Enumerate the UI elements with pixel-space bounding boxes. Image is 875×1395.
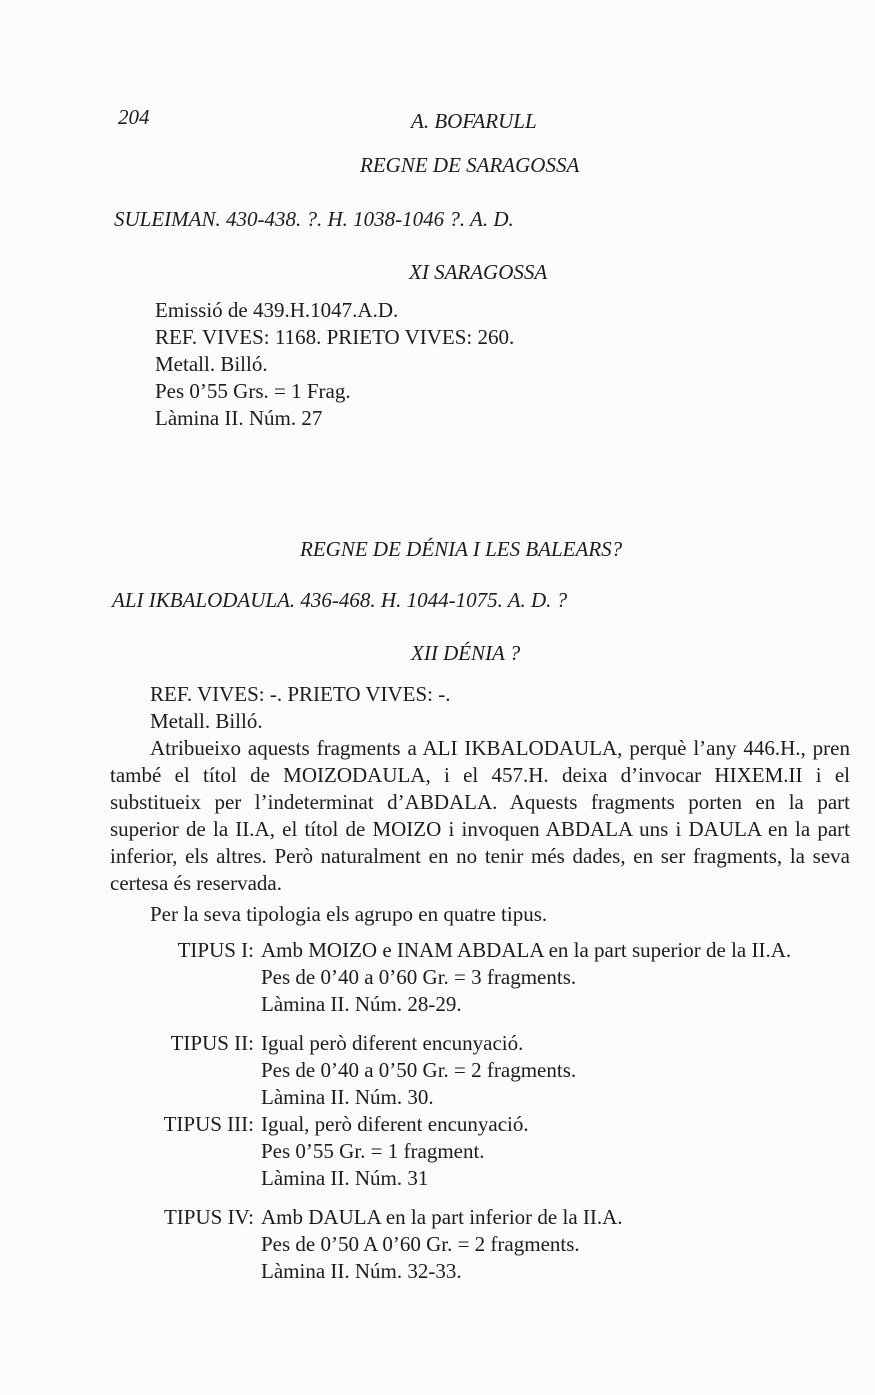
tipus-line: Làmina II. Núm. 30.: [261, 1085, 434, 1109]
coin-detail-line: REF. VIVES: 1168. PRIETO VIVES: 260.: [155, 325, 515, 349]
tipus-line: Amb MOIZO e INAM ABDALA en la part superior de la II.A.: [261, 938, 792, 962]
attribution-paragraph: [110, 735, 850, 928]
tipus-label: TIPUS I:: [177, 938, 254, 962]
tipus-line: Làmina II. Núm. 28-29.: [261, 992, 462, 1016]
tipus-line: Pes de 0’40 a 0’60 Gr. = 3 fragments.: [261, 965, 577, 989]
tipus-label: TIPUS III:: [163, 1112, 254, 1136]
kingdom-heading-saragossa: REGNE DE SARAGOSSA: [360, 153, 580, 177]
ruler-heading-ali: ALI IKBALODAULA. 436-468. H. 1044-1075. A. D. ?: [112, 588, 568, 612]
tipus-line: Pes de 0’50 A 0’60 Gr. = 2 fragments.: [261, 1232, 580, 1256]
coin-detail-line: Làmina II. Núm. 27: [155, 406, 323, 430]
tipus-line: Igual, però diferent encunyació.: [261, 1112, 529, 1136]
tipus-label: TIPUS II:: [170, 1031, 254, 1055]
ruler-heading-suleiman: SULEIMAN. 430-438. ?. H. 1038-1046 ?. A. D.: [114, 207, 514, 231]
tipus-line: Làmina II. Núm. 31: [261, 1166, 429, 1190]
coin-detail-line: REF. VIVES: -. PRIETO VIVES: -.: [150, 682, 451, 706]
coin-detail-line: Emissió de 439.H.1047.A.D.: [155, 298, 399, 322]
running-title: A. BOFARULL: [411, 109, 537, 133]
mint-heading-saragossa: XI SARAGOSSA: [409, 260, 548, 284]
attribution-text: Atribueixo aquests fragments a ALI IKBALODAULA, perquè l’any 446.H., pren també el títol de MOIZODAULA, i el 457.H. deixa d’invocar HIXEM.II i el substitueix per l’indeterminat d’ABDALA. Aquests fragments porten en la part superior de la II.A, el títol de MOIZO i invoquen ABDALA uns i DAULA en la part inferior, els altres. Però naturalment en no tenir més dades, en ser fragments, la seva certesa és reservada.: [110, 736, 850, 895]
kingdom-heading-denia: REGNE DE DÉNIA I LES BALEARS?: [300, 537, 623, 561]
tipus-line: Làmina II. Núm. 32-33.: [261, 1259, 462, 1283]
tipus-line: Amb DAULA en la part inferior de la II.A.: [261, 1205, 623, 1229]
tipus-line: Igual però diferent encunyació.: [261, 1031, 524, 1055]
mint-heading-denia: XII DÉNIA ?: [411, 641, 521, 665]
coin-detail-line: Pes 0’55 Grs. = 1 Frag.: [155, 379, 351, 403]
coin-detail-line: Metall. Billó.: [150, 709, 263, 733]
tipus-line: Pes de 0’40 a 0’50 Gr. = 2 fragments.: [261, 1058, 577, 1082]
typology-intro: Per la seva tipologia els agrupo en quatre tipus.: [150, 902, 548, 926]
coin-detail-line: Metall. Billó.: [155, 352, 268, 376]
tipus-line: Pes 0’55 Gr. = 1 fragment.: [261, 1139, 485, 1163]
page-number: 204: [118, 105, 150, 129]
tipus-label: TIPUS IV:: [163, 1205, 254, 1229]
